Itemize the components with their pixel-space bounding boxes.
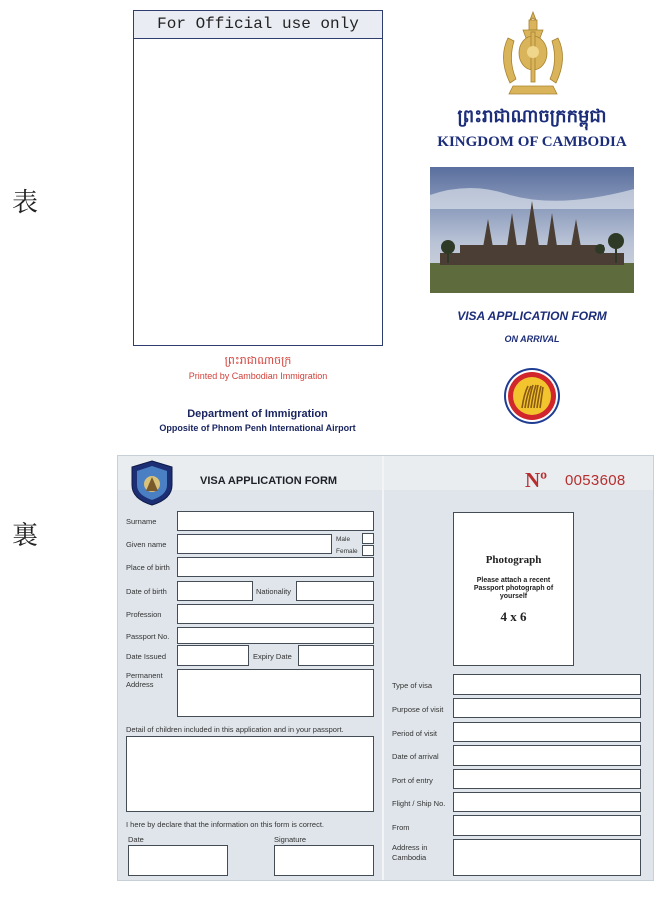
port-of-entry-field[interactable] (453, 769, 641, 789)
nationality-field[interactable] (296, 581, 374, 601)
front-form-title: VISA APPLICATION FORM (457, 309, 607, 323)
period-of-visit-field[interactable] (453, 722, 641, 742)
address-in-cambodia-field[interactable] (453, 839, 641, 876)
permanent-address-field[interactable] (177, 669, 374, 717)
date-of-arrival-field[interactable] (453, 745, 641, 766)
official-use-box (133, 10, 383, 346)
male-checkbox[interactable] (362, 533, 374, 544)
date-issued-label: Date Issued (126, 652, 167, 661)
male-label: Male (336, 536, 351, 543)
permanent-address-label-2: Address (126, 680, 154, 689)
declaration-text: I here by declare that the information on this form is correct. (126, 820, 325, 829)
date-field[interactable] (128, 845, 228, 876)
permanent-address-label-1: Permanent (126, 671, 163, 680)
profession-field[interactable] (177, 604, 374, 624)
photograph-title: Photograph (485, 554, 542, 566)
khmer-printed-text: ព្រះរាជាណាចក្រ (224, 355, 292, 367)
address-in-cambodia-label-1: Address in (392, 843, 428, 852)
khmer-kingdom-title: ព្រះរាជាណាចក្រកម្ពុជា (457, 106, 607, 126)
front-side-label: 表 (12, 188, 39, 218)
children-label: Detail of children included in this application and in your passport. (126, 725, 344, 734)
card-divider (382, 456, 384, 880)
flight-ship-label: Flight / Ship No. (392, 799, 446, 808)
surname-label: Surname (126, 517, 157, 526)
kingdom-title: KINGDOM OF CAMBODIA (437, 134, 627, 150)
expiry-date-label: Expiry Date (253, 652, 292, 661)
type-of-visa-field[interactable] (453, 674, 641, 695)
department-name: Department of Immigration (187, 408, 328, 420)
female-checkbox[interactable] (362, 545, 374, 556)
flight-ship-field[interactable] (453, 792, 641, 812)
passport-no-field[interactable] (177, 627, 374, 644)
type-of-visa-label: Type of visa (392, 681, 433, 690)
serial-number: 0053608 (565, 472, 626, 489)
port-of-entry-label: Port of entry (392, 776, 433, 785)
photograph-note: Please attach a recent Passport photograph of yourself (473, 577, 554, 600)
back-side-label: 裏 (12, 521, 39, 551)
printed-by-text: Printed by Cambodian Immigration (188, 371, 328, 381)
serial-number-prefix: Nº (525, 468, 548, 492)
purpose-of-visit-field[interactable] (453, 698, 641, 718)
from-label: From (392, 823, 410, 832)
passport-no-label: Passport No. (126, 632, 170, 641)
profession-label: Profession (126, 610, 162, 619)
back-form-title: VISA APPLICATION FORM (200, 475, 338, 487)
given-name-field[interactable] (177, 534, 332, 554)
angkor-wat-photo-icon (430, 167, 634, 293)
purpose-of-visit-label: Purpose of visit (392, 705, 444, 714)
official-use-heading: For Official use only (134, 11, 382, 39)
nationality-label: Nationality (256, 587, 292, 596)
place-of-birth-label: Place of birth (126, 563, 170, 572)
from-field[interactable] (453, 815, 641, 836)
surname-field[interactable] (177, 511, 374, 531)
female-label: Female (336, 548, 358, 555)
royal-arms-emblem-icon (488, 8, 578, 100)
place-of-birth-field[interactable] (177, 557, 374, 577)
photograph-size: 4 x 6 (500, 609, 527, 624)
date-of-birth-field[interactable] (177, 581, 253, 601)
address-in-cambodia-label-2: Cambodia (392, 853, 427, 862)
date-of-arrival-label: Date of arrival (392, 752, 439, 761)
date-label: Date (128, 835, 144, 844)
children-field[interactable] (126, 736, 374, 812)
date-of-birth-label: Date of birth (126, 587, 167, 596)
department-address: Opposite of Phnom Penh International Airport (159, 423, 356, 433)
given-name-label: Given name (126, 540, 167, 549)
front-form-subtitle: ON ARRIVAL (504, 334, 560, 344)
asean-emblem-icon (502, 366, 562, 426)
immigration-logo-icon (128, 459, 176, 507)
period-of-visit-label: Period of visit (392, 729, 438, 738)
signature-field[interactable] (274, 845, 374, 876)
expiry-date-field[interactable] (298, 645, 374, 666)
signature-label: Signature (274, 835, 307, 844)
date-issued-field[interactable] (177, 645, 249, 666)
